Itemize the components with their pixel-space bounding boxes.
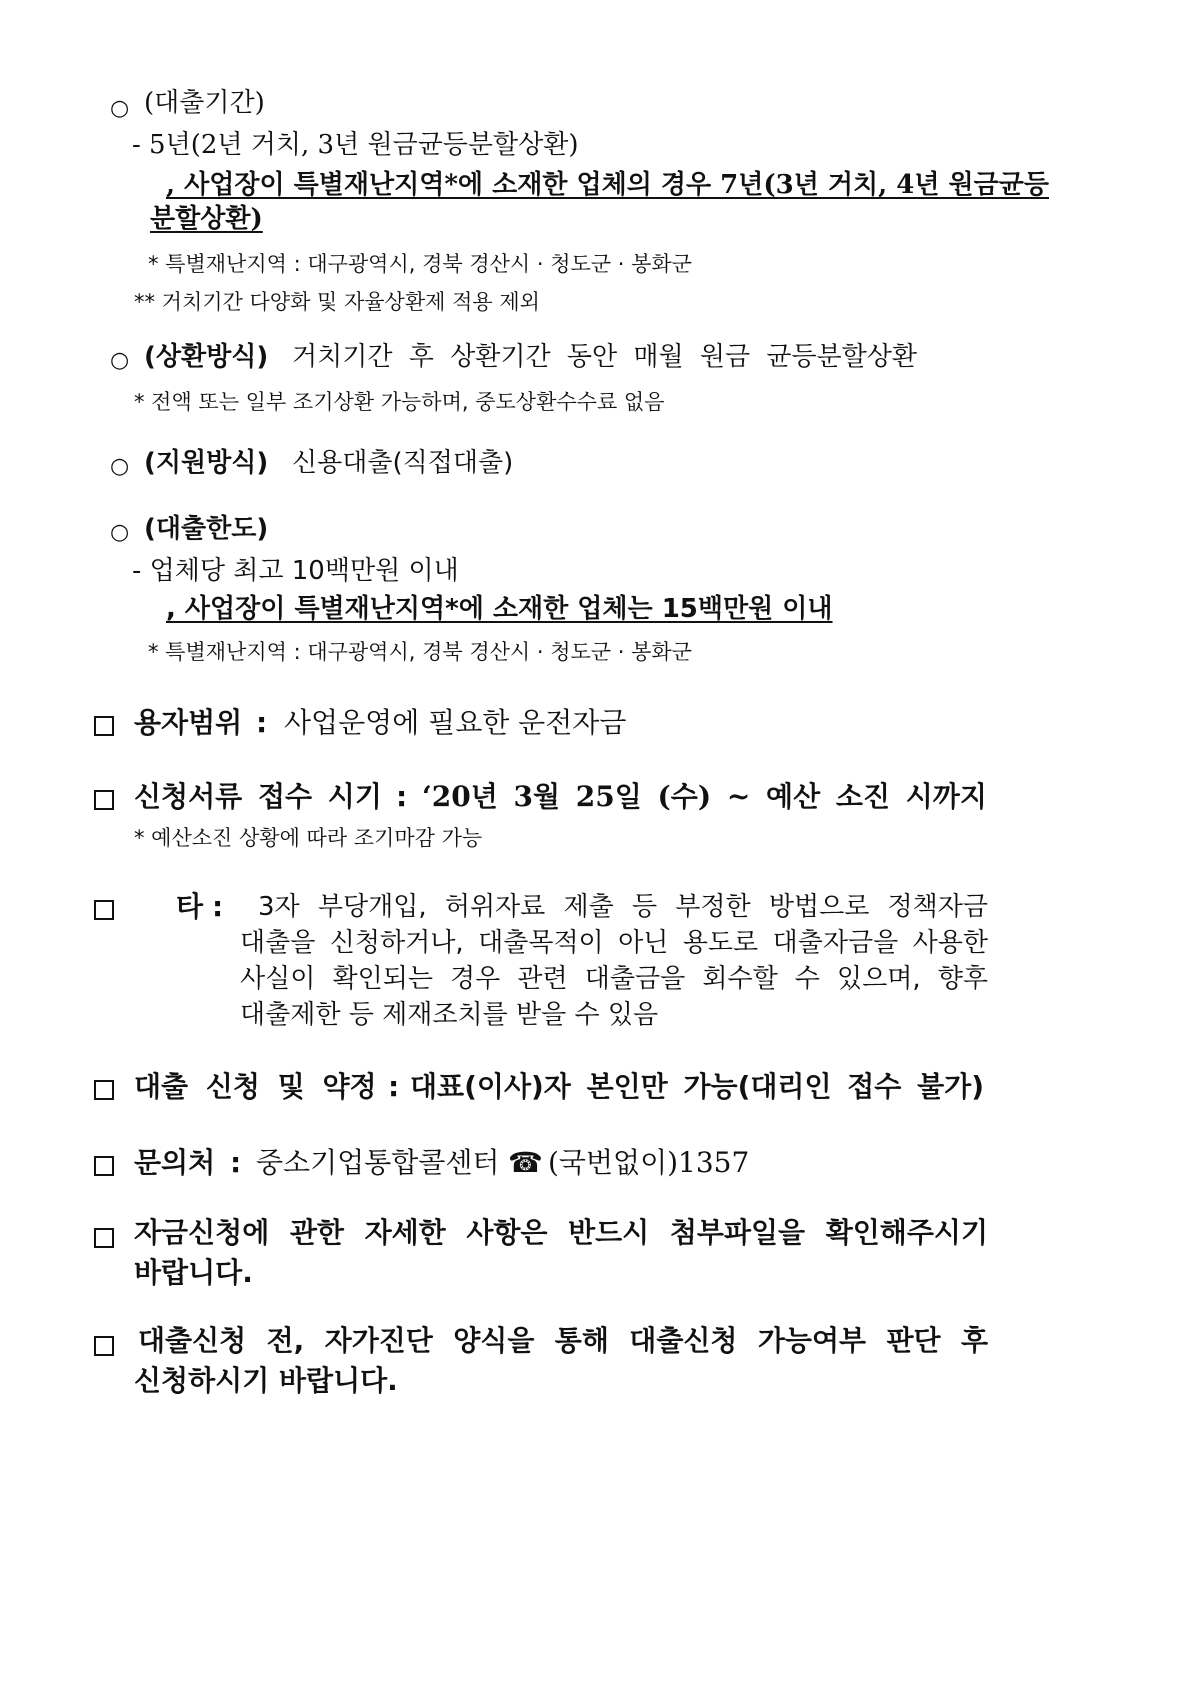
support-text: 신용대출(직접대출) [292,448,514,478]
loan-limit-title: (대출한도) [144,514,269,544]
notice1-line1 [134,1216,988,1250]
checkbox-square [94,716,114,736]
notice2-line1-text: 대출신청 전, 자가진단 양식을 통해 대출신청 가능여부 판단 후 [138,1324,988,1357]
loan-limit-line1: - 업체당 최고 10백만원 이내 [132,556,459,586]
other-line1-text: 3자 부당개입, 허위자료 제출 등 부정한 방법으로 정책자금 [258,892,988,922]
loan-limit-note: * 특별재난지역 : 대구광역시, 경북 경산시 · 청도군 · 봉화군 [148,640,692,664]
contact-title: 문의처 [134,1146,216,1179]
repayment-note: * 전액 또는 일부 조기상환 가능하며, 중도상환수수료 없음 [134,390,665,414]
purpose-sep: : [256,706,268,739]
other-line4: 대출제한 등 제재조치를 받을 수 있음 [240,1000,659,1030]
contact-sep: : [230,1146,242,1179]
other-sep: : [212,890,224,923]
signing-title: 대출 신청 및 약정 [134,1070,377,1103]
application-period-text: ‘20년 3월 25일 (수) ~ 예산 소진 시까지 [422,780,987,813]
other-line1 [258,892,988,923]
loan-period-line3: 분할상환) [150,204,263,234]
application-period-title: 신청서류 접수 시기 [134,780,382,813]
purpose-text: 사업운영에 필요한 운전자금 [284,706,627,739]
bullet-circle: ○ [110,454,130,479]
repayment-title: (상환방식) [144,342,269,372]
application-period-sep: : [396,780,408,813]
other-line3 [240,964,988,995]
checkbox-square [94,1336,114,1356]
loan-period-note2: ** 거치기간 다양화 및 자율상환제 적용 제외 [134,290,540,314]
loan-period-note1: * 특별재난지역 : 대구광역시, 경북 경산시 · 청도군 · 봉화군 [148,252,692,276]
notice2-line2: 신청하시기 바랍니다. [134,1364,398,1397]
loan-period-line1: - 5년(2년 거치, 3년 원금균등분할상환) [132,130,579,160]
notice1-line1-text: 자금신청에 관한 자세한 사항은 반드시 첨부파일을 확인해주시기 [134,1216,988,1249]
other-line2-text: 대출을 신청하거나, 대출목적이 아닌 용도로 대출자금을 사용한 [240,928,988,958]
checkbox-square [94,900,114,920]
signing-text: 대표(이사)자 본인만 가능(대리인 접수 불가) [410,1070,984,1103]
repayment-text: 거치기간 후 상환기간 동안 매월 원금 균등분할상환 [292,342,918,372]
loan-period-line2: , 사업장이 특별재난지역*에 소재한 업체의 경우 7년(3년 거치, 4년 원금균등 [166,170,1049,200]
checkbox-square [94,1080,114,1100]
bullet-circle: ○ [110,348,130,373]
application-period-note: * 예산소진 상황에 따라 조기마감 가능 [134,826,483,850]
checkbox-square [94,790,114,810]
signing-sep: : [388,1070,400,1103]
notice1-line2: 바랍니다. [134,1256,253,1289]
phone-icon: ☎ [508,1146,543,1179]
support-title: (지원방식) [144,448,269,478]
bullet-circle: ○ [110,96,130,121]
checkbox-square [94,1228,114,1248]
loan-limit-line2: , 사업장이 특별재난지역*에 소재한 업체는 15백만원 이내 [166,594,833,624]
bullet-circle: ○ [110,520,130,545]
other-line3-text: 사실이 확인되는 경우 관련 대출금을 회수할 수 있으며, 향후 [240,964,988,994]
other-line2 [240,928,988,959]
contact-text: 중소기업통합콜센터 [256,1146,500,1179]
loan-period-title: (대출기간) [144,88,265,118]
contact-phone: (국번없이)1357 [548,1146,750,1179]
notice2-line1 [138,1324,988,1358]
other-title: 타 [176,890,204,923]
checkbox-square [94,1156,114,1176]
purpose-title: 용자범위 [134,706,243,739]
